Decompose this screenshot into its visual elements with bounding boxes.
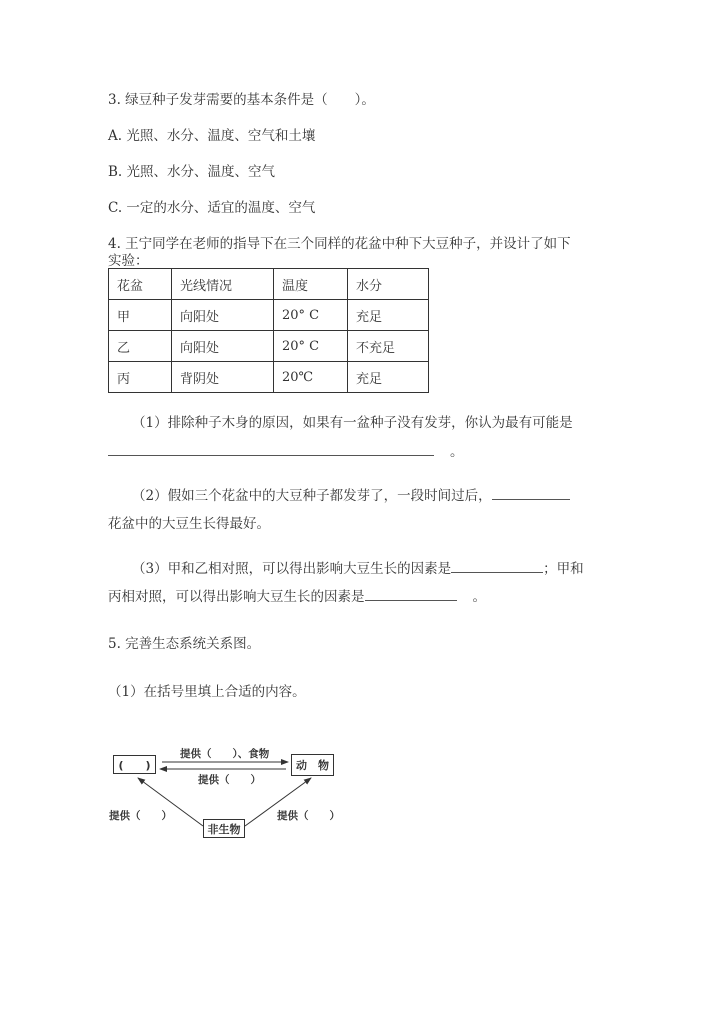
- q4-stem-cont: 实验：: [108, 253, 149, 269]
- cell: 向阳处: [172, 300, 274, 331]
- cell: 20° C: [274, 331, 348, 362]
- cell: 充足: [348, 362, 429, 393]
- right-edge-label: 提供（ ）: [277, 810, 340, 822]
- cell: 丙: [109, 362, 172, 393]
- q4-sub3-cont: 丙相对照，可以得出影响大豆生长的因素是: [108, 589, 365, 605]
- cell: 甲: [109, 300, 172, 331]
- period: 。: [472, 589, 486, 605]
- period: 。: [450, 444, 464, 460]
- producer-box: ( ): [113, 755, 156, 774]
- header-cell: 温度: [274, 269, 348, 300]
- cell: 不充足: [348, 331, 429, 362]
- top-arrow-label: 提供（ ）、食物: [180, 748, 270, 760]
- q3-stem: 3. 绿豆种子发芽需要的基本条件是（ ）。: [108, 92, 375, 108]
- cell: 向阳处: [172, 331, 274, 362]
- nonliving-box: 非生物: [203, 819, 245, 838]
- animal-box: 动 物: [291, 754, 334, 776]
- left-edge-label: 提供（ ）: [109, 810, 172, 822]
- q3-option-c: C. 一定的水分、适宜的温度、空气: [108, 200, 316, 216]
- q3-option-b: B. 光照、水分、温度、空气: [108, 164, 276, 180]
- cell: 20° C: [274, 300, 348, 331]
- q4-stem: 4. 王宁同学在老师的指导下在三个同样的花盆中种下大豆种子，并设计了如下: [108, 236, 571, 252]
- q5-stem: 5. 完善生态系统关系图。: [108, 636, 261, 652]
- header-cell: 花盆: [109, 269, 172, 300]
- header-cell: 水分: [348, 269, 429, 300]
- q4-sub2-cont: 花盆中的大豆生长得最好。: [108, 516, 270, 532]
- bottom-arrow-label: 提供（ ）: [198, 774, 261, 786]
- q5-sub1: （1）在括号里填上合适的内容。: [108, 684, 306, 700]
- cell: 背阴处: [172, 362, 274, 393]
- q3-option-a: A. 光照、水分、温度、空气和土壤: [108, 128, 316, 144]
- cell: 充足: [348, 300, 429, 331]
- q4-sub1: （1）排除种子木身的原因，如果有一盆种子没有发芽，你认为最有可能是: [132, 415, 573, 431]
- header-cell: 光线情况: [172, 269, 274, 300]
- cell: 乙: [109, 331, 172, 362]
- q4-sub2: （2）假如三个花盆中的大豆种子都发芽了，一段时间过后，: [132, 488, 492, 504]
- q4-sub3: （3）甲和乙相对照，可以得出影响大豆生长的因素是: [132, 561, 452, 577]
- cell: 20℃: [274, 362, 348, 393]
- q4-sub3-mid: ；甲和: [543, 561, 584, 577]
